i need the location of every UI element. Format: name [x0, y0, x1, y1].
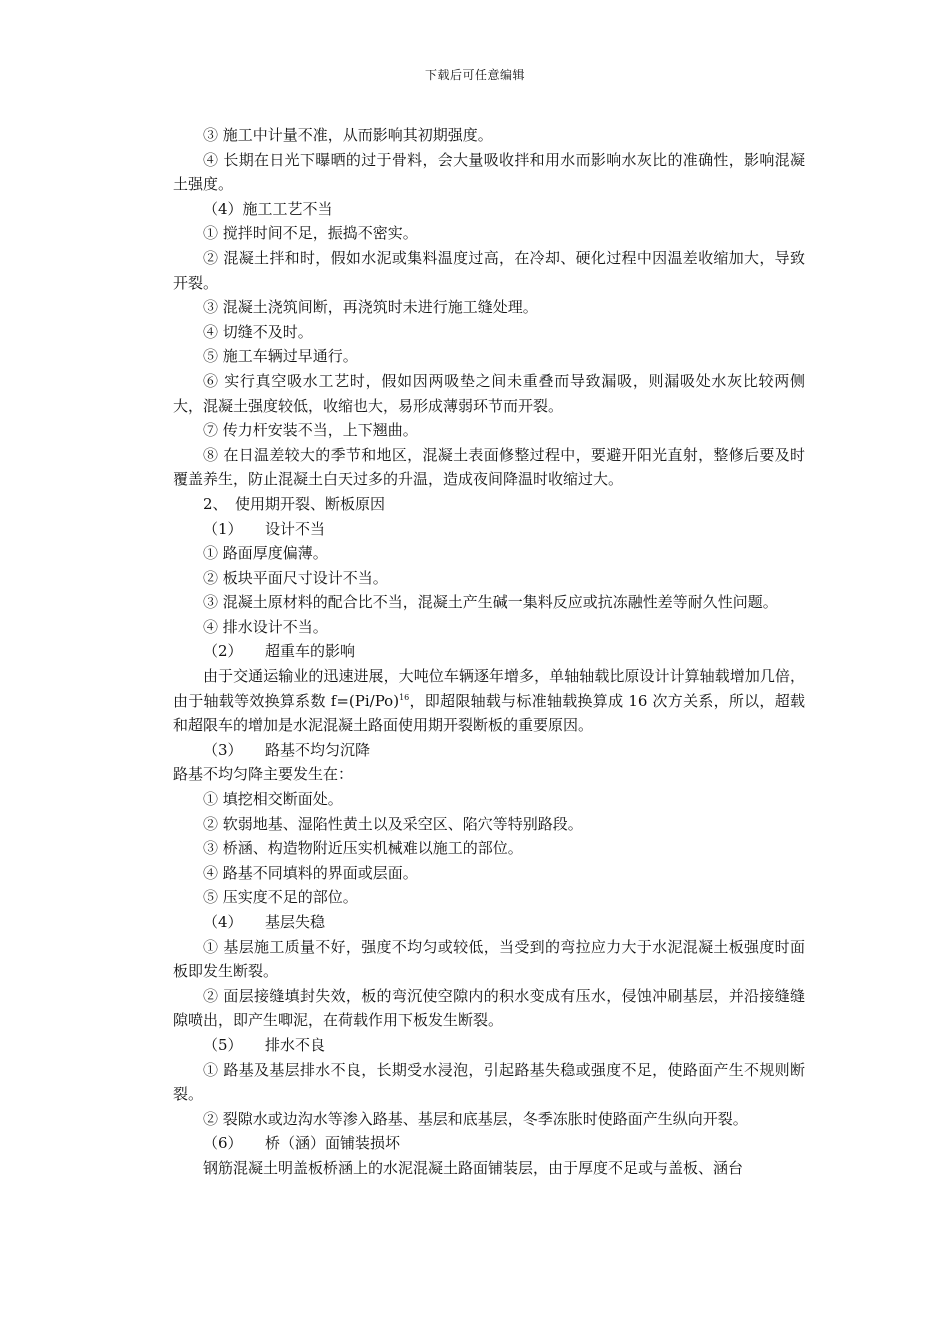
paragraph: ② 裂隙水或边沟水等渗入路基、基层和底基层，冬季冻胀时使路面产生纵向开裂。: [203, 1109, 748, 1128]
paragraph: ③ 桥涵、构造物附近压实机械难以施工的部位。: [203, 839, 523, 858]
paragraph-text: 由于交通运输业的迅速进展，大吨位车辆逐年增多，单轴轴载比原设计计算轴载增加几倍，由于轴载等效换算系数 f=(Pi/Po): [173, 667, 805, 710]
section-heading: （2） 超重车的影响: [203, 642, 356, 661]
paragraph: ⑥ 实行真空吸水工艺时，假如因两吸垫之间未重叠而导致漏吸，则漏吸处水灰比较两侧大，混凝土强度较低，收缩也大，易形成薄弱环节而开裂。: [173, 371, 805, 415]
paragraph: ② 软弱地基、湿陷性黄土以及采空区、陷穴等特别路段。: [203, 814, 583, 833]
page-header: 下载后可任意编辑: [424, 68, 525, 82]
section-heading: （5） 排水不良: [203, 1035, 326, 1054]
superscript: 16: [399, 692, 410, 702]
paragraph: [173, 664, 805, 738]
paragraph: ④ 路基不同填料的界面或层面。: [203, 863, 418, 882]
section-heading: （4）施工工艺不当: [203, 199, 333, 218]
paragraph-text: ，即超限轴载与标准轴载换算成 16 次方关系，所以，超载和超限车的增加是水泥混凝土路面使用期开裂断板的重要原因。: [173, 691, 805, 735]
paragraph: 钢筋混凝土明盖板桥涵上的水泥混凝土路面铺装层，由于厚度不足或与盖板、涵台: [203, 1158, 744, 1177]
paragraph: ⑦ 传力杆安装不当，上下翘曲。: [203, 421, 418, 440]
section-heading: （1） 设计不当: [203, 519, 326, 538]
paragraph: ③ 施工中计量不准，从而影响其初期强度。: [203, 126, 493, 144]
paragraph: ① 基层施工质量不好，强度不均匀或较低，当受到的弯拉应力大于水泥混凝土板强度时面板即发生断裂。: [173, 937, 805, 981]
paragraph: ③ 混凝土原材料的配合比不当，混凝土产生碱一集料反应或抗冻融性差等耐久性问题。: [203, 593, 778, 612]
paragraph: ⑤ 压实度不足的部位。: [203, 888, 358, 907]
paragraph: ⑧ 在日温差较大的季节和地区，混凝土表面修整过程中，要避开阳光直射，整修后要及时覆盖养生，防止混凝土白天过多的升温，造成夜间降温时收缩过大。: [173, 445, 805, 489]
document-body: [173, 123, 805, 1181]
paragraph: ④ 切缝不及时。: [203, 322, 313, 341]
section-heading: （4） 基层失稳: [203, 913, 326, 931]
paragraph: ④ 排水设计不当。: [203, 617, 328, 636]
section-heading: 2、 使用期开裂、断板原因: [203, 494, 386, 513]
paragraph: ④ 长期在日光下曝晒的过于骨料，会大量吸收拌和用水而影响水灰比的准确性，影响混凝土强度。: [173, 150, 805, 194]
paragraph: ① 搅拌时间不足，振捣不密实。: [203, 224, 418, 243]
paragraph: ⑤ 施工车辆过早通行。: [203, 347, 358, 366]
paragraph: ① 路基及基层排水不良，长期受水浸泡，引起路基失稳或强度不足，使路面产生不规则断裂。: [173, 1060, 805, 1104]
section-heading: （3） 路基不均匀沉降: [203, 740, 371, 759]
paragraph: ② 板块平面尺寸设计不当。: [203, 568, 388, 587]
paragraph: ③ 混凝土浇筑间断，再浇筑时未进行施工缝处理。: [203, 298, 538, 317]
paragraph: 路基不均匀降主要发生在：: [173, 765, 354, 784]
paragraph: ② 面层接缝填封失效，板的弯沉使空隙内的积水变成有压水，侵蚀冲刷基层，并沿接缝缝隙喷出，即产生唧泥，在荷载作用下板发生断裂。: [173, 986, 805, 1030]
paragraph: ② 混凝土拌和时，假如水泥或集料温度过高，在冷却、硬化过程中因温差收缩加大，导致开裂。: [173, 248, 805, 292]
section-heading: （6） 桥（涵）面铺装损坏: [203, 1134, 401, 1153]
paragraph: ① 路面厚度偏薄。: [203, 544, 328, 563]
paragraph: ① 填挖相交断面处。: [203, 790, 343, 809]
